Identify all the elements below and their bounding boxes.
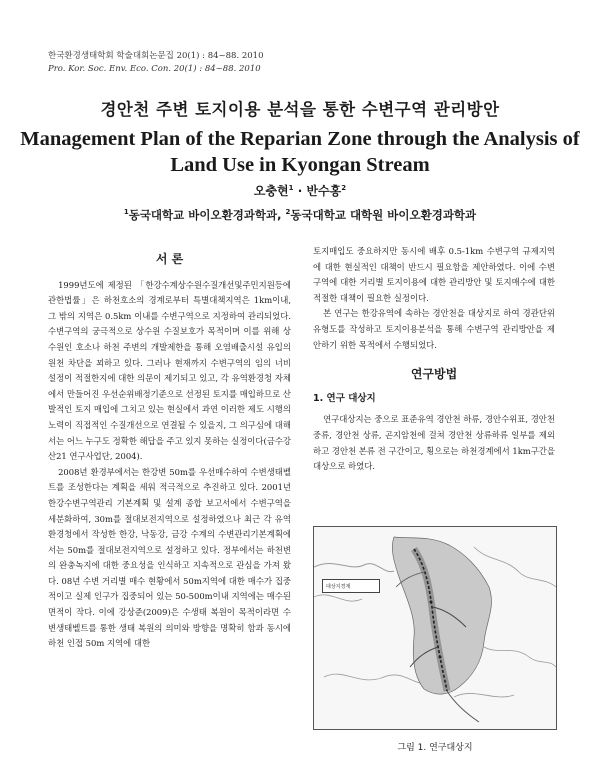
section-heading-methods: 연구방법 (410, 367, 458, 382)
intro-paragraph-4: 본 연구는 한강유역에 속하는 경안천을 대상지로 하여 경관단위유형도를 작성하고 토지이용분석을 통해 수변구역 관리방안을 제안하기 위한 목적에서 수행되었다. (313, 308, 555, 350)
methods-paragraph-1: 연구대상지는 중으로 표준유역 경안천 하류, 경안수위표, 경안천 중류, 경안천 상류, 곤지암천에 걸쳐 경안천 상류하류 일부를 제외하고 경안천 본류 전 구간이고, 횡으로는 하천경계에서 1km구간을 대상으로 하였다. (313, 414, 555, 472)
affiliations (0, 207, 600, 223)
author-2-sup: 2 (341, 184, 347, 192)
affiliation-1: 동국대학교 바이오환경과학과, (128, 208, 286, 222)
title-korean: 경안천 주변 토지이용 분석을 통한 수변구역 관리방안 (100, 100, 500, 119)
map-legend: 대상지경계 (322, 579, 380, 593)
intro-paragraph-2: 2008년 환경부에서는 한강변 50m를 우선매수하여 수변생태벨트를 조성한다는 계획을 세워 적극적으로 추진하고 있다. 2001년 한강수변구역관리 기본계획 및 설계 종합 보고서에서 수변구역을 세분화하여, 30m를 절대보전지역으로 설정하였으나 최근 각 유역환경청에서 작성한 한강, 낙동강, 금강 수계의 수변관리기본계획에서는 50m를 절대보전지역으로 설정하고 있다. 정부에서는 하천변의 완충녹지에 대한 중요성을 인식하고 지속적으로 관심을 가져 왔다. 08년 수변 거리별 매수 현황에서 50m지역에 대한 매수가 집중적이고 실제 인구가 집중되어 있는 50-500m이내 지역에는 매수된 면적이 작다. 이에 강상준(2009)은 수생태 복원이 목적이라면 수변생태벨트를 통한 생태 복원의 의미와 방향을 명확히 함과 동시에 하천 인접 50m 지역에 대한 (48, 466, 291, 649)
study-site-map-graphic (314, 527, 556, 729)
author-1: 오충현 (253, 184, 289, 198)
journal-citation-en: Pro. Kor. Soc. Env. Eco. Con. 20(1) : 84~88. 2010 (48, 64, 261, 74)
title-english-line2: Land Use in Kyongan Stream (170, 154, 430, 176)
affil-2-sup: 2 (285, 208, 291, 217)
affiliation-2: 동국대학교 대학원 바이오환경과학과 (290, 208, 477, 222)
authors (0, 182, 600, 199)
author-2: 반수홍 (306, 184, 342, 198)
title-english-line1: Management Plan of the Reparian Zone through the Analysis of (20, 128, 580, 150)
left-column (48, 252, 291, 652)
study-site-map (313, 526, 557, 730)
author-1-sup: 1 (288, 184, 294, 192)
intro-paragraph-3: 토지매입도 중요하지만 동시에 배후 0.5-1km 수변구역 규제지역에 대한 현실적인 대책이 반드시 필요함을 제안하였다. 이에 수변구역에 대한 거리별 토지이용에 대한 관리방안 및 토지매수에 대한 적절한 대책이 필요한 실정이다. (313, 246, 555, 303)
title-english (0, 126, 600, 178)
subsection-heading-study-site: 1. 연구 대상지 (313, 392, 376, 404)
figure-caption: 그림 1. 연구대상지 (397, 743, 473, 753)
affil-1-sup: 1 (123, 208, 129, 217)
section-heading-introduction: 서 론 (155, 252, 184, 266)
author-separator: · (293, 184, 307, 198)
intro-paragraph-1: 1999년도에 제정된 「한강수계상수원수질개선및주민지원등에관한법률」은 하천호소의 경계로부터 특별대책지역은 1km이내, 그 밖의 지역은 0.5km 이내를 수변구역으로 지정하여 관리되었다. 수변구역의 궁극적으로 상수원 수질보호가 목적이며 이를 위해 상수원인 호소나 하천 주변의 개발제한을 통해 오염배출시설 유입의 원천 차단을 꾀하고 있다. 그러나 현재까지 수변구역의 임의 너비 설정이 적절한지에 대한 의문이 제기되고 있고, 각 유역환경청 자체에서 만들어진 우선순위배정기준으로 선정된 토지를 매입하므로 산발적인 토지 매입에 그치고 있는 현실에서 과연 이러한 제도 시행의 노력이 직접적인 수질개선으로 연결될 수 있을지, 그 의구심에 대해서는 어느 누구도 정확한 해답을 주고 있지 못하는 실정이다(금수강산21 연구사업단, 2004). (48, 279, 291, 462)
journal-header (48, 50, 263, 76)
journal-citation-ko: 한국환경생태학회 학술대회논문집 20(1) : 84~88. 2010 (48, 51, 264, 61)
right-column (313, 244, 555, 475)
